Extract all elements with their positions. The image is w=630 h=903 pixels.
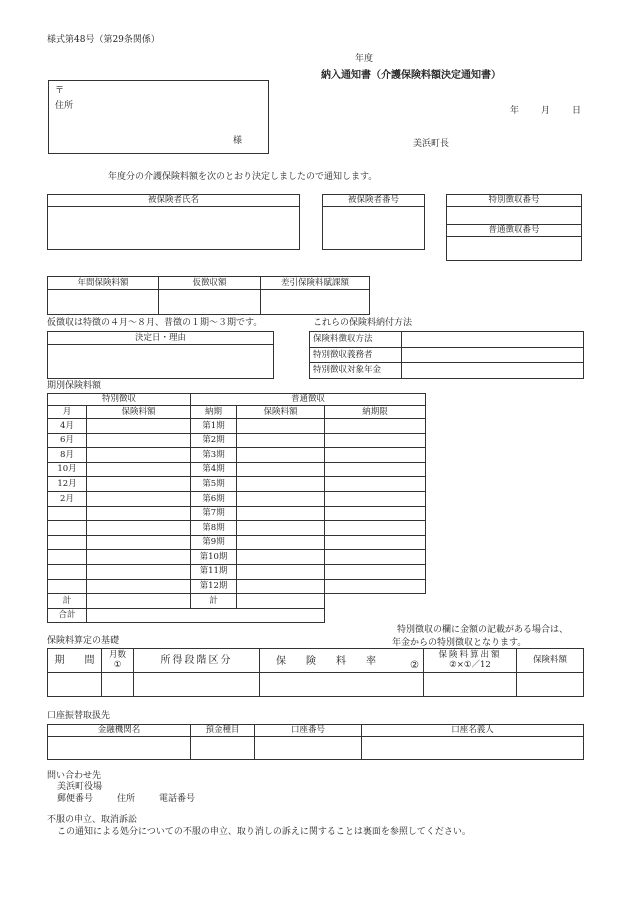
special-note-line2: 年金からの特別徴収となります。 (392, 638, 527, 648)
decision-header: 決定日・理由 (48, 332, 274, 345)
date-month: 月 (541, 106, 551, 116)
rate-mark: ② (410, 660, 419, 671)
month-cell: 4月 (48, 419, 87, 434)
basis-title: 保険料算定の基礎 (47, 636, 120, 646)
insured-name-header: 被保険者氏名 (48, 195, 300, 207)
special-subtotal-label: 計 (48, 594, 87, 609)
month-cell: 8月 (48, 448, 87, 463)
payment-row-value (402, 348, 584, 363)
basis-table (47, 648, 584, 697)
normal-number-header: 普通徴収番号 (447, 225, 582, 237)
bank-table (47, 724, 584, 760)
address-box (48, 80, 269, 154)
calc-formula: ②×①／12 (449, 659, 491, 670)
payment-row-label: 特別徴収対象年金 (310, 363, 402, 379)
period-cell: 第4期 (191, 462, 237, 477)
bank-name-header: 金融機関名 (48, 725, 191, 737)
insured-number-cell (323, 207, 425, 250)
col-period: 納期 (191, 406, 237, 419)
bank-title: 口座振替取扱先 (47, 711, 111, 721)
rate-label: 保 険 料 率 (276, 656, 376, 667)
period-cell: 第3期 (191, 448, 237, 463)
date-year: 年 (510, 106, 520, 116)
provisional-cell (159, 290, 261, 315)
collection-number-table (446, 194, 582, 261)
difference-header: 差引保険料賦課額 (261, 277, 370, 290)
total-label: 合計 (48, 608, 87, 623)
form-number: 様式第48号（第29条関係） (47, 35, 160, 45)
annual-premium-cell (48, 290, 159, 315)
special-number-cell (447, 207, 582, 225)
contact-title: 問い合わせ先 (47, 771, 102, 781)
normal-subtotal-label: 計 (191, 594, 237, 609)
payment-row-value (402, 363, 584, 379)
basis-period-header: 期 間 (48, 649, 102, 673)
contact-phone: 電話番号 (159, 794, 196, 804)
normal-number-cell (447, 237, 582, 261)
period-cell: 第8期 (191, 521, 237, 536)
insured-name-table (47, 194, 300, 250)
special-note-line1: 特別徴収の欄に金額の記載がある場合は、 (397, 625, 569, 635)
deposit-type-header: 預金種目 (191, 725, 255, 737)
fiscal-year-label: 年度 (355, 54, 374, 64)
appeal-text: この通知による処分についての不服の申立、取り消しの訴えに関することは裏面を参照してください。 (57, 827, 471, 837)
intro-text: 年度分の介護保険料額を次のとおり決定しましたので通知します。 (108, 172, 378, 182)
normal-collection-header: 普通徴収 (191, 394, 426, 406)
month-cell: 10月 (48, 462, 87, 477)
payment-row-label: 保険料徴収方法 (310, 332, 402, 348)
month-cell: 12月 (48, 477, 87, 492)
payment-method-table (309, 331, 584, 379)
insured-number-header: 被保険者番号 (323, 195, 425, 207)
period-cell: 第5期 (191, 477, 237, 492)
insured-number-table (322, 194, 425, 250)
month-cell: 6月 (48, 433, 87, 448)
amounts-table (47, 276, 370, 315)
periodic-table (47, 393, 426, 623)
contact-office: 美浜町役場 (57, 782, 103, 792)
sama-label: 様 (233, 136, 243, 146)
rate-header (260, 649, 424, 673)
basis-months-header (102, 649, 134, 673)
appeal-title: 不服の申立、取消訴訟 (47, 815, 138, 825)
period-cell: 第1期 (191, 419, 237, 434)
period-cell: 第7期 (191, 506, 237, 521)
issuer: 美浜町長 (413, 139, 450, 149)
col-premium: 保険料額 (87, 406, 191, 419)
period-cell: 第12期 (191, 579, 237, 594)
period-cell: 第6期 (191, 491, 237, 506)
basis-premium-header: 保険料額 (517, 649, 584, 673)
payment-row-label: 特別徴収義務者 (310, 348, 402, 363)
account-number-header: 口座番号 (255, 725, 362, 737)
col-premium-normal: 保険料額 (237, 406, 325, 419)
period-cell: 第10期 (191, 550, 237, 565)
address-label: 住所 (55, 101, 74, 111)
month-cell: 2月 (48, 491, 87, 506)
annual-premium-header: 年間保険料額 (48, 277, 159, 290)
account-holder-header: 口座名義人 (362, 725, 584, 737)
periodic-title: 期別保険料額 (47, 381, 102, 391)
period-cell: 第9期 (191, 535, 237, 550)
special-number-header: 特別徴収番号 (447, 195, 582, 207)
payment-method-title: これらの保険料納付方法 (313, 318, 413, 328)
period-cell: 第2期 (191, 433, 237, 448)
col-month: 月 (48, 406, 87, 419)
difference-cell (261, 290, 370, 315)
decision-table (47, 331, 274, 379)
months-count-label: 月数 (108, 650, 126, 661)
months-mark: ① (113, 659, 122, 670)
calc-label: 保険料算出額 (438, 650, 502, 661)
special-collection-header: 特別徴収 (48, 394, 191, 406)
col-deadline: 納期限 (325, 406, 426, 419)
document-title: 納入通知書（介護保険料額決定通知書） (321, 70, 501, 81)
payment-row-value (402, 332, 584, 348)
provisional-note: 仮徴収は特徴の４月～８月、普徴の１期～３期です。 (47, 318, 263, 328)
period-cell: 第11期 (191, 564, 237, 579)
insured-name-cell (48, 207, 300, 250)
decision-cell (48, 345, 274, 379)
income-class-header: 所得段階区分 (134, 649, 260, 673)
contact-postal: 郵便番号 (57, 794, 94, 804)
postal-mark: 〒 (55, 86, 65, 96)
date-day: 日 (572, 106, 582, 116)
provisional-header: 仮徴収額 (159, 277, 261, 290)
contact-address: 住所 (117, 794, 136, 804)
calc-header (424, 649, 517, 673)
